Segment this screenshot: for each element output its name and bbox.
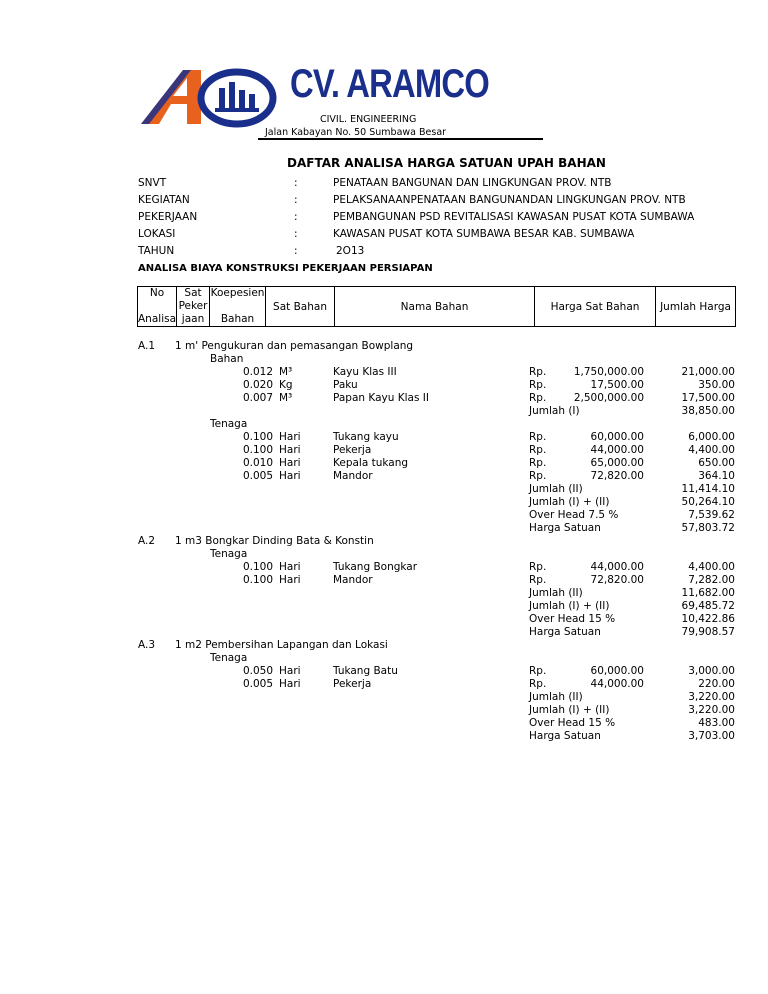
col-harga-sat-label: Harga Sat Bahan: [550, 300, 640, 313]
rp: Rp.: [529, 457, 547, 469]
table-header: [137, 286, 736, 327]
rp: Rp.: [529, 379, 547, 391]
jumlah: 4,400.00: [688, 561, 735, 573]
info-snvt-value: PENATAAN BANGUNAN DAN LINGKUNGAN PROV. NTB: [333, 177, 612, 189]
nama: Pekerja: [333, 678, 372, 690]
nama: Mandor: [333, 470, 373, 482]
rp: Rp.: [529, 366, 547, 378]
a2-jumlah-ii-label: Jumlah (II): [529, 587, 583, 599]
nama: Tukang Batu: [333, 665, 398, 677]
col-nama-bahan-label: Nama Bahan: [400, 300, 469, 313]
rp: Rp.: [529, 392, 547, 404]
info-lokasi-sep: :: [294, 228, 298, 240]
nama: Tukang kayu: [333, 431, 399, 443]
harga: 72,820.00: [590, 470, 644, 482]
a1-jumlah-i: 38,850.00: [681, 405, 735, 417]
info-lokasi-value: KAWASAN PUSAT KOTA SUMBAWA BESAR KAB. SUMBAWA: [333, 228, 635, 240]
sat: Hari: [279, 470, 301, 482]
col-no-label: No: [149, 287, 165, 299]
a1-overhead-label: Over Head 7.5 %: [529, 509, 619, 521]
sat: Kg: [279, 379, 293, 391]
col-jumlah: [656, 287, 736, 327]
a3-jumlah-ii: 3,220.00: [688, 691, 735, 703]
nama: Tukang Bongkar: [333, 561, 418, 573]
jumlah: 4,400.00: [688, 444, 735, 456]
a2-title: 1 m3 Bongkar Dinding Bata & Konstin: [175, 535, 374, 547]
nama: Kayu Klas III: [333, 366, 397, 378]
a3-jumlah-i-ii: 3,220.00: [688, 704, 735, 716]
a1-harga-satuan-label: Harga Satuan: [529, 522, 601, 534]
sat: Hari: [279, 457, 301, 469]
harga: 44,000.00: [590, 561, 644, 573]
company-name: CV. ARAMCO: [290, 62, 489, 106]
info-snvt-label: SNVT: [138, 177, 167, 189]
nama: Paku: [333, 379, 358, 391]
harga: 60,000.00: [590, 431, 644, 443]
info-pekerjaan-sep: :: [294, 211, 298, 223]
koef: 0.100: [242, 574, 273, 586]
col-bahan-label: Bahan: [220, 313, 255, 325]
rp: Rp.: [529, 678, 547, 690]
a2-overhead: 10,422.86: [681, 613, 735, 625]
a3-harga-satuan-label: Harga Satuan: [529, 730, 601, 742]
harga: 17,500.00: [590, 379, 644, 391]
col-jumlah-label: Jumlah Harga: [660, 300, 731, 313]
koef: 0.100: [242, 431, 273, 443]
document-title: DAFTAR ANALISA HARGA SATUAN UPAH BAHAN: [287, 156, 606, 170]
jumlah: 220.00: [698, 678, 735, 690]
a3-harga-satuan: 3,703.00: [688, 730, 735, 742]
info-kegiatan-sep: :: [294, 194, 298, 206]
rp: Rp.: [529, 665, 547, 677]
jumlah: 364.10: [698, 470, 735, 482]
a3-overhead: 483.00: [698, 717, 735, 729]
a1-jumlah-i-ii: 50,264.10: [681, 496, 735, 508]
col-harga-sat: [535, 287, 656, 327]
harga: 1,750,000.00: [573, 366, 644, 378]
koef: 0.005: [242, 470, 273, 482]
nama: Mandor: [333, 574, 373, 586]
sat: Hari: [279, 665, 301, 677]
a3-tenaga-heading: Tenaga: [210, 652, 248, 664]
sat: Hari: [279, 444, 301, 456]
col-sat-pekerjaan: [177, 287, 210, 327]
a3-overhead-label: Over Head 15 %: [529, 717, 616, 729]
rp: Rp.: [529, 431, 547, 443]
a1-tenaga-heading: Tenaga: [210, 418, 248, 430]
info-lokasi-label: LOKASI: [138, 228, 176, 240]
koef: 0.100: [242, 561, 273, 573]
info-tahun-value: 2O13: [336, 245, 365, 257]
sat: Hari: [279, 574, 301, 586]
rp: Rp.: [529, 470, 547, 482]
nama: Pekerja: [333, 444, 372, 456]
a1-jumlah-i-label: Jumlah (I): [529, 405, 580, 417]
col-sat-label: Sat: [184, 287, 202, 299]
info-kegiatan-label: KEGIATAN: [138, 194, 190, 206]
a3-code: A.3: [138, 639, 156, 651]
jumlah: 6,000.00: [688, 431, 735, 443]
a2-code: A.2: [138, 535, 156, 547]
section-title: ANALISA BIAYA KONSTRUKSI PEKERJAAN PERSIAPAN: [138, 263, 433, 274]
info-pekerjaan-label: PEKERJAAN: [138, 211, 198, 223]
koef: 0.010: [242, 457, 273, 469]
col-sat-bahan: [266, 287, 335, 327]
company-subtitle: CIVIL. ENGINEERING: [320, 114, 417, 125]
col-nama-bahan: [335, 287, 535, 327]
harga: 44,000.00: [590, 678, 644, 690]
koef: 0.020: [242, 379, 273, 391]
rp: Rp.: [529, 561, 547, 573]
col-jaan-label: jaan: [181, 313, 205, 325]
a2-jumlah-ii: 11,682.00: [681, 587, 735, 599]
a3-jumlah-i-ii-label: Jumlah (I) + (II): [529, 704, 610, 716]
sat: Hari: [279, 678, 301, 690]
koef: 0.012: [242, 366, 273, 378]
nama: Kepala tukang: [333, 457, 409, 469]
sat: M³: [279, 392, 293, 404]
sat: M³: [279, 366, 293, 378]
harga: 44,000.00: [590, 444, 644, 456]
a1-title: 1 m' Pengukuran dan pemasangan Bowplang: [175, 340, 414, 352]
harga: 2,500,000.00: [573, 392, 644, 404]
col-peker-label: Peker: [178, 300, 208, 312]
harga: 72,820.00: [590, 574, 644, 586]
sat: Hari: [279, 561, 301, 573]
info-tahun-sep: :: [294, 245, 298, 257]
jumlah: 21,000.00: [681, 366, 735, 378]
a2-harga-satuan-label: Harga Satuan: [529, 626, 601, 638]
a2-harga-satuan: 79,908.57: [681, 626, 735, 638]
a1-jumlah-ii-label: Jumlah (II): [529, 483, 583, 495]
col-sat-bahan-label: Sat Bahan: [273, 300, 327, 313]
harga: 65,000.00: [590, 457, 644, 469]
a1-harga-satuan: 57,803.72: [681, 522, 735, 534]
a1-jumlah-i-ii-label: Jumlah (I) + (II): [529, 496, 610, 508]
sat: Hari: [279, 431, 301, 443]
a2-overhead-label: Over Head 15 %: [529, 613, 616, 625]
koef: 0.007: [242, 392, 273, 404]
info-tahun-label: TAHUN: [138, 245, 175, 257]
jumlah: 350.00: [698, 379, 735, 391]
nama: Papan Kayu Klas II: [333, 392, 429, 404]
company-logo: [137, 64, 277, 130]
col-analisa-label: Analisa: [138, 313, 177, 325]
col-koepesien: [210, 287, 266, 327]
a2-jumlah-i-ii: 69,485.72: [681, 600, 735, 612]
a1-code: A.1: [138, 340, 156, 352]
info-kegiatan-value: PELAKSANAANPENATAAN BANGUNANDAN LINGKUNGAN PROV. NTB: [333, 194, 686, 206]
col-koep-label: Koepesien: [210, 287, 265, 299]
rp: Rp.: [529, 444, 547, 456]
col-no: [138, 287, 177, 327]
rp: Rp.: [529, 574, 547, 586]
a2-jumlah-i-ii-label: Jumlah (I) + (II): [529, 600, 610, 612]
a1-bahan-heading: Bahan: [210, 353, 244, 365]
koef: 0.005: [242, 678, 273, 690]
info-snvt-sep: :: [294, 177, 298, 189]
harga: 60,000.00: [590, 665, 644, 677]
koef: 0.100: [242, 444, 273, 456]
a1-overhead: 7,539.62: [688, 509, 735, 521]
jumlah: 650.00: [698, 457, 735, 469]
jumlah: 3,000.00: [688, 665, 735, 677]
info-pekerjaan-value: PEMBANGUNAN PSD REVITALISASI KAWASAN PUSAT KOTA SUMBAWA: [333, 211, 695, 223]
a3-title: 1 m2 Pembersihan Lapangan dan Lokasi: [175, 639, 388, 651]
a3-jumlah-ii-label: Jumlah (II): [529, 691, 583, 703]
company-address: Jalan Kabayan No. 50 Sumbawa Besar: [265, 127, 447, 138]
a1-jumlah-ii: 11,414.10: [681, 483, 735, 495]
koef: 0.050: [242, 665, 273, 677]
jumlah: 17,500.00: [681, 392, 735, 404]
header-rule: [258, 138, 543, 140]
jumlah: 7,282.00: [688, 574, 735, 586]
a2-tenaga-heading: Tenaga: [210, 548, 248, 560]
